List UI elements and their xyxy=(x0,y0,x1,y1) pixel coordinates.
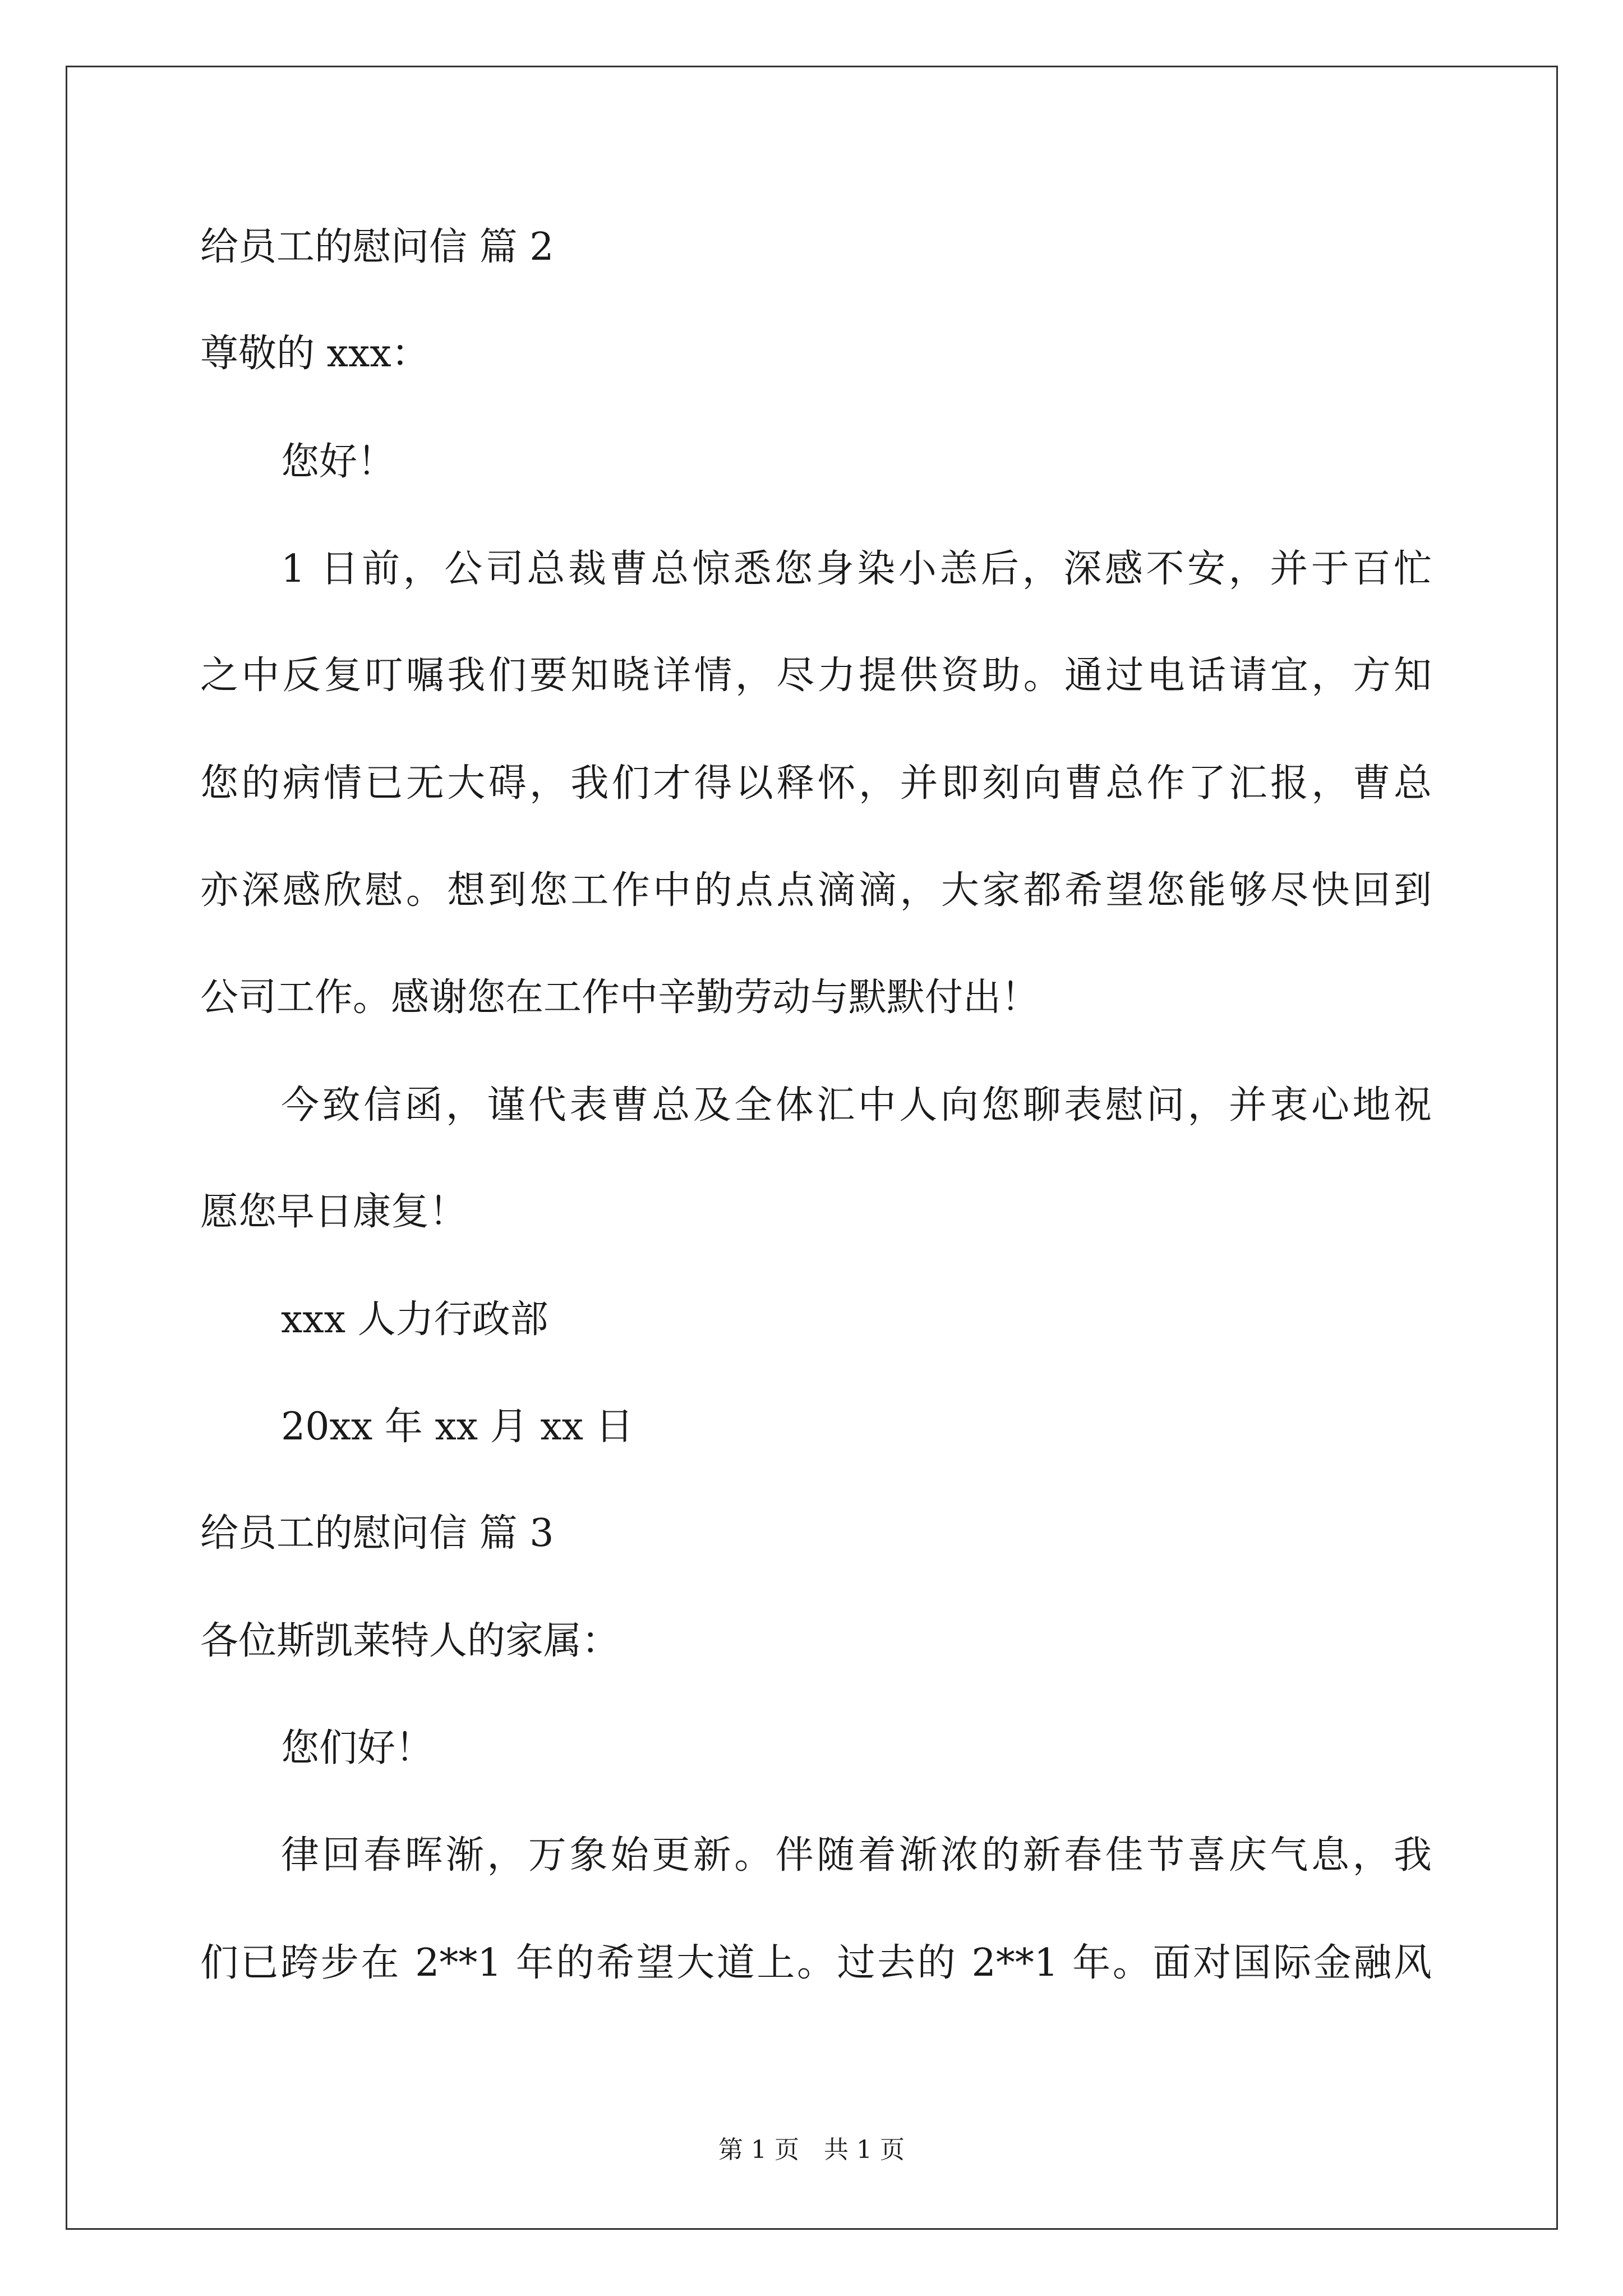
page-border xyxy=(66,66,1558,2230)
paragraph-line: 公司工作。感谢您在工作中辛勤劳动与默默付出！ xyxy=(200,976,1040,1020)
signature-department: xxx 人力行政部 xyxy=(281,1297,548,1342)
paragraph-line: 亦深感欣慰。想到您工作中的点点滴滴，大家都希望您能够尽快回到 xyxy=(200,868,1432,913)
section-title-3: 给员工的慰问信 篇 3 xyxy=(200,1511,554,1556)
page-total: 共 1 页 xyxy=(824,2136,905,2164)
paragraph-line: 1 日前，公司总裁曹总惊悉您身染小恙后，深感不安，并于百忙 xyxy=(281,547,1432,591)
paragraph-line: 愿您早日康复！ xyxy=(200,1190,468,1234)
section-title-2: 给员工的慰问信 篇 2 xyxy=(200,225,554,269)
greeting: 您们好！ xyxy=(281,1726,434,1770)
paragraph-line: 您的病情已无大碍，我们才得以释怀，并即刻向曹总作了汇报，曹总 xyxy=(200,761,1432,806)
greeting: 您好！ xyxy=(281,440,396,484)
paragraph-line: 们已跨步在 2**1 年的希望大道上。过去的 2**1 年。面对国际金融风 xyxy=(200,1941,1432,1985)
paragraph-line: 之中反复叮嘱我们要知晓详情，尽力提供资助。通过电话请宜，方知 xyxy=(200,654,1432,698)
page-footer xyxy=(0,2134,1623,2166)
signature-date: 20xx 年 xx 月 xx 日 xyxy=(281,1405,634,1449)
salutation: 各位斯凯莱特人的家属： xyxy=(200,1619,620,1663)
page-number: 第 1 页 xyxy=(718,2136,799,2164)
salutation: 尊敬的 xxx： xyxy=(200,332,430,376)
paragraph-line: 律回春晖渐，万象始更新。伴随着渐浓的新春佳节喜庆气息，我 xyxy=(281,1833,1432,1878)
paragraph-line: 今致信函，谨代表曹总及全体汇中人向您聊表慰问，并衷心地祝 xyxy=(281,1083,1432,1128)
